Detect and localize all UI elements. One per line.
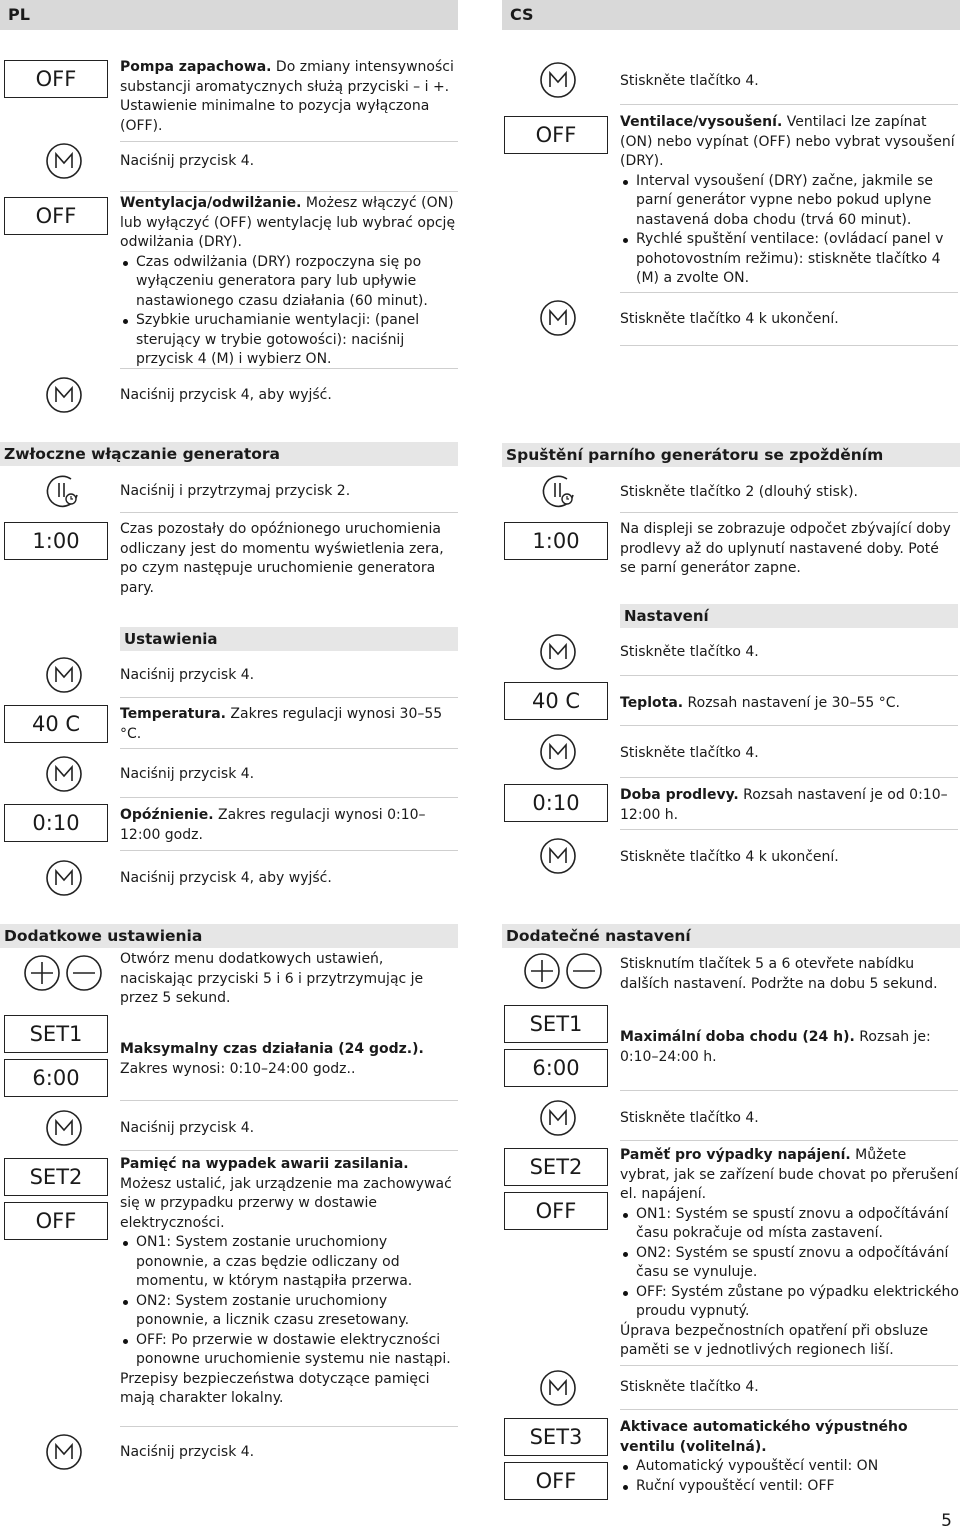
pl-press4d-text: Naciśnij przycisk 4. xyxy=(120,1120,255,1136)
divider xyxy=(120,748,458,749)
bullet-item: OFF: Systém zůstane po výpadku elektrického proudu vypnutý. xyxy=(636,1283,960,1322)
display-off: OFF xyxy=(4,1202,108,1240)
divider xyxy=(120,512,458,513)
pl-hold2-text: Naciśnij i przytrzymaj przycisk 2. xyxy=(120,483,351,499)
pl-open-menu-text: Otwórz menu dodatkowych ustawień, naciskając przyciski 5 i 6 i przytrzymując je przez 5 sekund. xyxy=(120,951,424,1006)
divider xyxy=(120,697,458,698)
divider xyxy=(620,829,958,830)
divider xyxy=(620,777,958,778)
lang-tab-pl xyxy=(0,0,458,30)
m-button-icon xyxy=(44,655,84,695)
pl-press4e-text: Naciśnij przycisk 4. xyxy=(120,1444,255,1460)
pl-max-text: Maksymalny czas działania (24 godz.). Zakres wynosi: 0:10–24:00 godz.. xyxy=(120,1041,424,1077)
display-set3: SET3 xyxy=(504,1418,608,1456)
display-temp: 40 C xyxy=(4,705,108,743)
m-button-icon xyxy=(538,60,578,100)
cs-press4e-text: Stiskněte tlačítko 4. xyxy=(620,1379,759,1395)
display-off: OFF xyxy=(504,1192,608,1230)
m-button-icon xyxy=(44,141,84,181)
pl-delay-text: Opóźnienie. Zakres regulacji wynosi 0:10–12:00 godz. xyxy=(120,807,426,843)
cs-open-menu-text: Stisknutím tlačítek 5 a 6 otevřete nabídku dalších nastavení. Podržte na dobu 5 sekund. xyxy=(620,956,938,992)
divider xyxy=(120,141,458,142)
m-button-icon xyxy=(44,754,84,794)
display-temp: 40 C xyxy=(504,682,608,720)
divider xyxy=(120,1150,458,1151)
cs-press4d-text: Stiskněte tlačítko 4. xyxy=(620,1110,759,1126)
minus-icon xyxy=(564,951,604,991)
divider xyxy=(620,1409,958,1410)
display-delay: 0:10 xyxy=(504,784,608,822)
bullet-item: Automatický vypouštěcí ventil: ON xyxy=(636,1457,958,1477)
display-off: OFF xyxy=(504,116,608,154)
pl-exit2-text: Naciśnij przycisk 4, aby wyjść. xyxy=(120,870,332,886)
pl-delayed-heading: Zwłoczne włączanie generatora xyxy=(0,442,458,466)
cs-countdown-text: Na displeji se zobrazuje odpočet zbývající doby prodlevy až do uplynutí nastavené doby. Poté se parní generátor zapne. xyxy=(620,521,951,576)
bullet-item: Czas odwilżania (DRY) rozpoczyna się po wyłączeniu generatora pary lub upływie nastawionego czasu działania (60 minut). xyxy=(136,253,458,312)
divider xyxy=(620,1140,958,1141)
lang-label-pl: PL xyxy=(8,5,30,24)
cs-press4b-text: Stiskněte tlačítko 4. xyxy=(620,644,759,660)
minus-icon xyxy=(64,953,104,993)
timer-icon xyxy=(540,471,580,511)
m-button-icon xyxy=(44,375,84,415)
cs-press4c-text: Stiskněte tlačítko 4. xyxy=(620,745,759,761)
cs-max-text: Maximální doba chodu (24 h). Rozsah je: 0:10–24:00 h. xyxy=(620,1029,931,1065)
divider xyxy=(620,675,958,676)
divider xyxy=(120,1100,458,1101)
cs-exit2-text: Stiskněte tlačítko 4 k ukončení. xyxy=(620,849,839,865)
cs-press4-text: Stiskněte tlačítko 4. xyxy=(620,73,759,89)
m-button-icon xyxy=(44,858,84,898)
divider xyxy=(120,797,458,798)
cs-extra-heading: Dodatečné nastavení xyxy=(502,924,960,948)
m-button-icon xyxy=(44,1432,84,1472)
display-set1: SET1 xyxy=(504,1005,608,1043)
timer-icon xyxy=(44,471,84,511)
pl-vent-text: Wentylacja/odwilżanie. Możesz włączyć (ON) lub wyłączyć (OFF) wentylację lub wybrać opcję odwilżania (DRY). Czas odwilżania (DRY) rozpoczyna się po wyłączeniu generatora pary lub upływie nastawionego czasu działania (60 minut). Szybkie uruchamianie wentylacji: (panel sterujący w trybie gotowości): naciśnij przycisk 4 (M) i wybierz ON. xyxy=(120,194,458,370)
cs-exit-text: Stiskněte tlačítko 4 k ukončení. xyxy=(620,311,839,327)
pl-extra-heading: Dodatkowe ustawienia xyxy=(0,924,458,948)
divider xyxy=(620,104,958,105)
page-number: 5 xyxy=(941,1511,952,1531)
pl-exit-text: Naciśnij przycisk 4, aby wyjść. xyxy=(120,387,332,403)
bullet-item: OFF: Po przerwie w dostawie elektryczności ponowne uruchomienie systemu nie nastąpi. xyxy=(136,1331,460,1370)
display-off: OFF xyxy=(504,1462,608,1500)
m-button-icon xyxy=(538,732,578,772)
bullet-item: ON1: System zostanie uruchomiony ponownie, a czas będzie odliczany od momentu, w którym nastąpiła przerwa. xyxy=(136,1233,460,1292)
cs-mem-text: Paměť pro výpadky napájení. Můžete vybrat, jak se zařízení bude chovat po přerušení el. napájení. ON1: Systém se spustí znovu a odpočítávání času pokračuje od místa zastavení. ON2: Systém se spustí znovu a odpočítávání času se vynuluje. OFF: Systém zůstane po výpadku elektrického proudu vypnutý. Úprava bezpečnostních opatření při obsluze paměti se v jednotlivých regionech liší. xyxy=(620,1147,959,1358)
divider xyxy=(120,191,458,192)
divider xyxy=(620,292,958,293)
bullet-item: ON1: Systém se spustí znovu a odpočítávání času pokračuje od místa zastavení. xyxy=(636,1205,960,1244)
bullet-item: ON2: Systém se spustí znovu a odpočítávání času se vynuluje. xyxy=(636,1244,960,1283)
pl-press4c-text: Naciśnij przycisk 4. xyxy=(120,766,255,782)
display-timer: 1:00 xyxy=(504,522,608,560)
cs-vent-text: Ventilace/vysoušení. Ventilaci lze zapínat (ON) nebo vypínat (OFF) nebo vybrat vysoušení (DRY). Interval vysoušení (DRY) začne, jakmile se parní generátor vypne nebo pokud uplyne nastavená doba chodu (trvá 60 minut). Rychlé spuštění ventilace: (ovládací panel v pohotovostním režimu): stiskněte tlačítko 4 (M) a zvolte ON. xyxy=(620,113,960,289)
cs-valve-text: Aktivace automatického výpustného ventilu (volitelná). Automatický vypouštěcí ventil: ON Ruční vypouštěcí ventil: OFF xyxy=(620,1418,958,1496)
divider xyxy=(120,850,458,851)
pl-settings-heading: Ustawienia xyxy=(120,627,458,651)
cs-delay-text: Doba prodlevy. Rozsah nastavení je od 0:10–12:00 h. xyxy=(620,787,948,823)
bullet-item: Rychlé spuštění ventilace: (ovládací panel v pohotovostním režimu): stiskněte tlačítko 4 (M) a zvolte ON. xyxy=(636,230,960,289)
lang-label-cs: CS xyxy=(510,5,534,24)
display-off: OFF xyxy=(4,60,108,98)
display-set2: SET2 xyxy=(504,1148,608,1186)
m-button-icon xyxy=(538,298,578,338)
pl-press4-text: Naciśnij przycisk 4. xyxy=(120,153,255,169)
m-button-icon xyxy=(538,836,578,876)
divider xyxy=(620,345,958,346)
cs-settings-heading: Nastavení xyxy=(620,604,958,628)
m-button-icon xyxy=(44,1108,84,1148)
bullet-item: Ruční vypouštěcí ventil: OFF xyxy=(636,1477,958,1497)
divider xyxy=(620,1365,958,1366)
cs-temp-text: Teplota. Rozsah nastavení je 30–55 °C. xyxy=(620,695,900,711)
divider xyxy=(120,1426,458,1427)
divider xyxy=(120,368,458,369)
pl-pump-text: Pompa zapachowa. Do zmiany intensywności substancji aromatycznych służą przyciski – i +. Ustawienie minimalne to pozycja wyłączona (OFF). xyxy=(120,59,454,134)
cs-hold2-text: Stiskněte tlačítko 2 (dlouhý stisk). xyxy=(620,484,858,500)
display-set1-value: 6:00 xyxy=(4,1059,108,1097)
pl-mem-note: Przepisy bezpieczeństwa dotyczące pamięci mają charakter lokalny. xyxy=(120,1370,430,1406)
m-button-icon xyxy=(538,1098,578,1138)
divider xyxy=(620,512,958,513)
pl-temp-text: Temperatura. Zakres regulacji wynosi 30–55 °C. xyxy=(120,706,443,742)
pl-press4b-text: Naciśnij przycisk 4. xyxy=(120,667,255,683)
m-button-icon xyxy=(538,632,578,672)
plus-icon xyxy=(22,953,62,993)
plus-icon xyxy=(522,951,562,991)
divider xyxy=(620,725,958,726)
lang-tab-cs xyxy=(502,0,960,30)
m-button-icon xyxy=(538,1368,578,1408)
display-set1: SET1 xyxy=(4,1015,108,1053)
pl-countdown-text: Czas pozostały do opóźnionego uruchomienia odliczany jest do momentu wyświetlenia zera, po czym następuje uruchomienie generatora pary. xyxy=(120,521,444,596)
bullet-item: Szybkie uruchamianie wentylacji: (panel sterujący w trybie gotowości): naciśnij przycisk 4 (M) i wybierz ON. xyxy=(136,311,458,370)
display-delay: 0:10 xyxy=(4,804,108,842)
divider xyxy=(620,1090,958,1091)
pl-mem-text: Pamięć na wypadek awarii zasilania. Możesz ustalić, jak urządzenie ma zachowywać się w przypadku przerwy w dostawie elektryczności. ON1: System zostanie uruchomiony ponownie, a czas będzie odliczany od momentu, w którym nastąpiła przerwa. ON2: System zostanie uruchomiony ponownie, a licznik czasu zresetowany. OFF: Po przerwie w dostawie elektryczności ponowne uruchomienie systemu nie nastąpi. Przepisy bezpieczeństwa dotyczące pamięci mają charakter lokalny. xyxy=(120,1155,460,1409)
display-set2: SET2 xyxy=(4,1158,108,1196)
bullet-item: ON2: System zostanie uruchomiony ponownie, a licznik czasu zresetowany. xyxy=(136,1292,460,1331)
bullet-item: Interval vysoušení (DRY) začne, jakmile se parní generátor vypne nebo pokud uplyne nastavená doba chodu (trvá 60 minut). xyxy=(636,172,960,231)
display-set1-value: 6:00 xyxy=(504,1049,608,1087)
cs-mem-note: Úprava bezpečnostních opatření při obsluze paměti se v jednotlivých regionech liší. xyxy=(620,1322,929,1358)
display-off: OFF xyxy=(4,197,108,235)
display-timer: 1:00 xyxy=(4,522,108,560)
cs-delayed-heading: Spuštění parního generátoru se zpožděním xyxy=(502,443,960,467)
